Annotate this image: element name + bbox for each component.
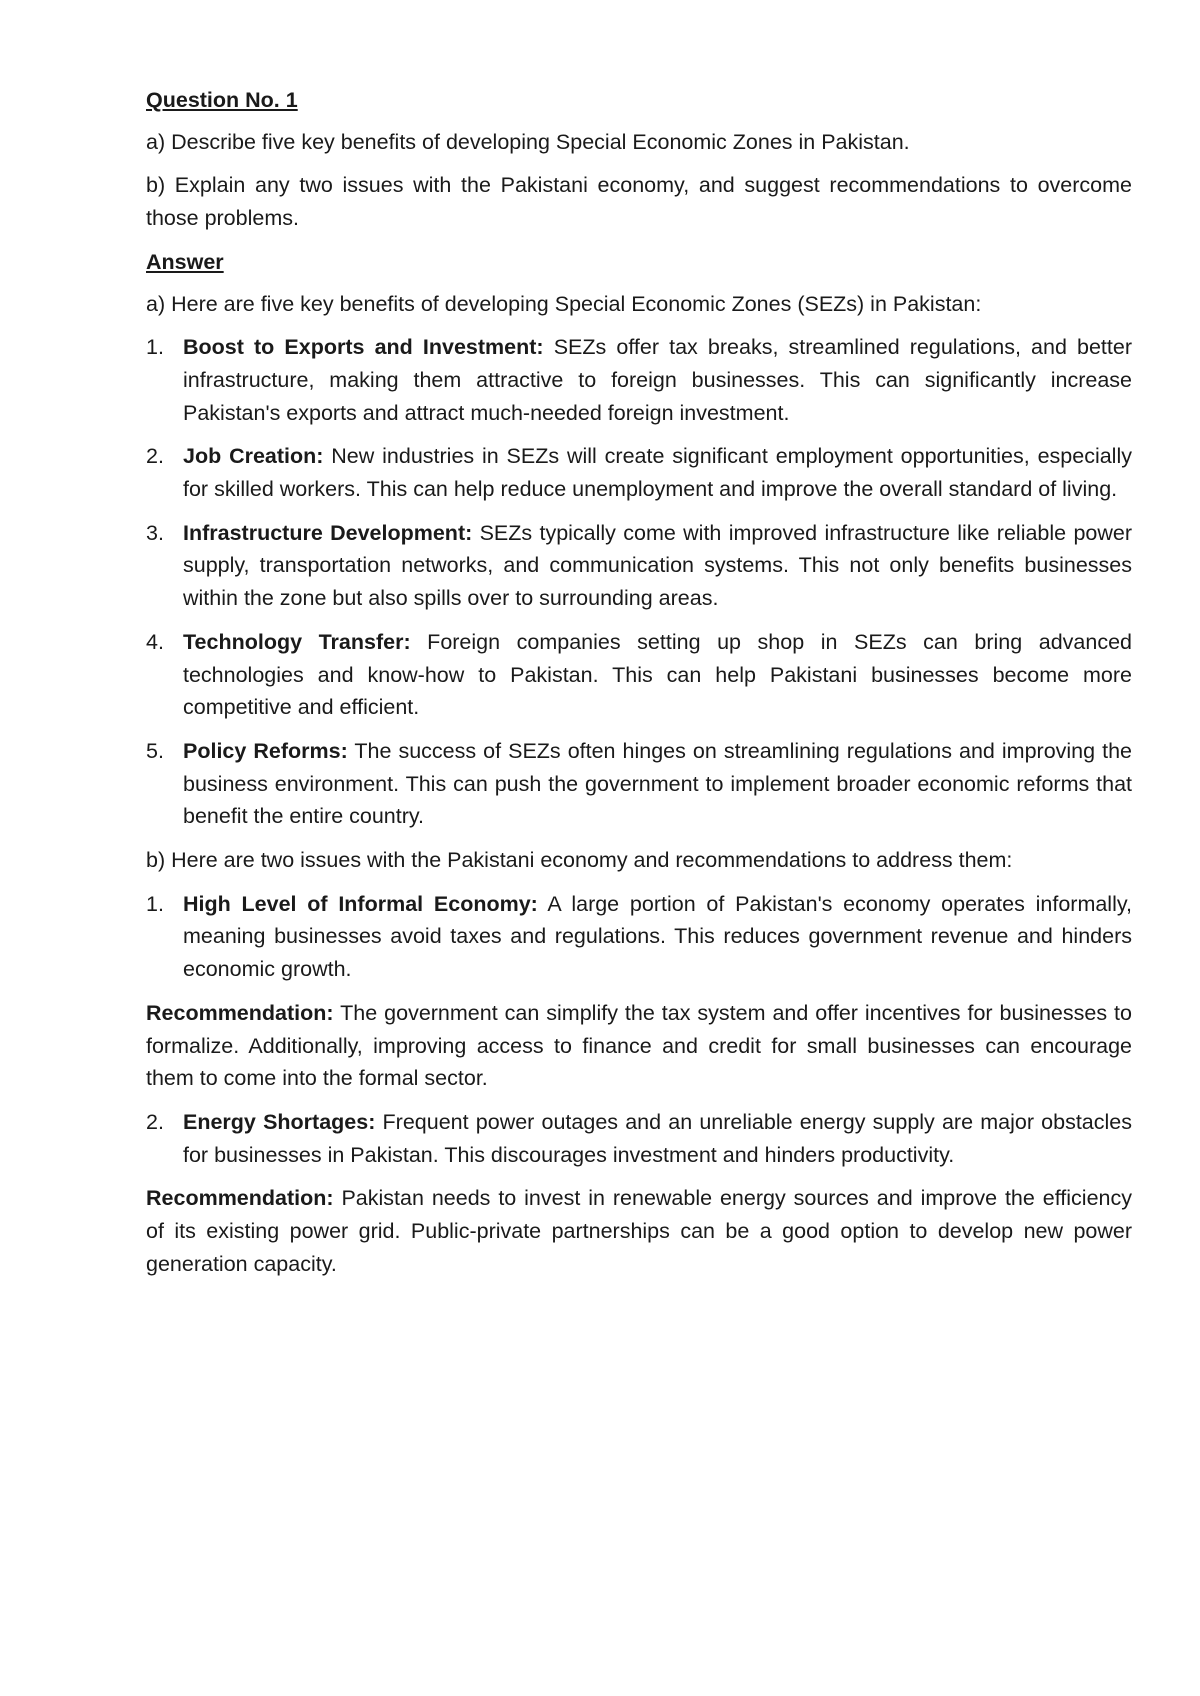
recommendation-paragraph xyxy=(146,997,1132,1095)
benefit-item xyxy=(146,626,1132,724)
benefit-title: Infrastructure Development: xyxy=(183,520,473,545)
benefit-body: The success of SEZs often hinges on streamlining regulations and improving the business environment. This can push the government to implement broader economic reforms that benefit the entire country. xyxy=(183,738,1133,829)
recommendation-label: Recommendation: xyxy=(146,1186,334,1211)
benefit-title: Policy Reforms: xyxy=(183,738,348,763)
recommendation-text: The government can simplify the tax system and offer incentives for businesses to formalize. Additionally, improving access to finance and credit for small businesses can encourage them to come into the formal sector. xyxy=(146,1000,1132,1091)
question-heading: Question No. 1 xyxy=(146,88,298,112)
recommendation-text: Pakistan needs to invest in renewable energy sources and improve the efficiency of its existing power grid. Public-private partnerships can be a good option to develop new power generation capacity. xyxy=(146,1186,1132,1276)
issue-item xyxy=(146,888,1132,986)
benefit-body: SEZs typically come with improved infrastructure like reliable power supply, transportation networks, and communication systems. This not only benefits businesses within the zone but also spills over to surrounding areas. xyxy=(183,520,1132,611)
issue-title: High Level of Informal Economy: xyxy=(183,891,538,916)
issue-body: Frequent power outages and an unreliable energy supply are major obstacles for businesses in Pakistan. This discourages investment and hinders productivity. xyxy=(183,1109,1132,1167)
benefit-item xyxy=(146,735,1132,833)
list-number: 2. xyxy=(146,444,164,469)
answer-heading: Answer xyxy=(146,249,224,274)
recommendation-label: Recommendation: xyxy=(146,1000,334,1025)
list-number: 2. xyxy=(146,1109,164,1134)
list-number: 4. xyxy=(146,629,164,654)
issue-text xyxy=(183,1106,1132,1171)
benefit-body: Foreign companies setting up shop in SEZs can bring advanced technologies and know-how to Pakistan. This can help Pakistani businesses become more competitive and efficient. xyxy=(183,629,1132,720)
benefit-title: Technology Transfer: xyxy=(183,629,411,654)
benefit-body: SEZs offer tax breaks, streamlined regulations, and better infrastructure, making them attractive to foreign businesses. This can significantly increase Pakistan's exports and attract much-needed foreign investment. xyxy=(183,335,1132,425)
benefit-text xyxy=(183,517,1132,615)
benefit-text xyxy=(183,626,1132,724)
benefit-item xyxy=(146,440,1132,505)
list-number: 5. xyxy=(146,738,164,763)
benefit-text xyxy=(183,440,1132,505)
benefit-item xyxy=(146,331,1132,429)
list-number: 1. xyxy=(146,891,164,916)
benefit-text xyxy=(183,735,1132,833)
question-part-b: b) Explain any two issues with the Pakistani economy, and suggest recommendations to overcome those problems. xyxy=(146,173,1132,231)
issue-item xyxy=(146,1106,1132,1171)
answer-intro-b: b) Here are two issues with the Pakistani economy and recommendations to address them: xyxy=(146,848,1013,873)
question-part-a: a) Describe five key benefits of developing Special Economic Zones in Pakistan. xyxy=(146,129,910,154)
issue-title: Energy Shortages: xyxy=(183,1109,376,1134)
list-number: 3. xyxy=(146,520,164,545)
benefit-title: Boost to Exports and Investment: xyxy=(183,335,544,360)
benefit-body: New industries in SEZs will create significant employment opportunities, especially for skilled workers. This can help reduce unemployment and improve the overall standard of living. xyxy=(183,444,1132,502)
recommendation-paragraph xyxy=(146,1182,1132,1280)
benefit-text xyxy=(183,331,1132,429)
benefit-title: Job Creation: xyxy=(183,444,324,469)
issue-body: A large portion of Pakistan's economy operates informally, meaning businesses avoid taxes and regulations. This reduces government revenue and hinders economic growth. xyxy=(183,891,1132,982)
benefit-item xyxy=(146,517,1132,615)
issue-text xyxy=(183,888,1132,986)
list-number: 1. xyxy=(146,335,164,360)
answer-intro-a: a) Here are five key benefits of developing Special Economic Zones (SEZs) in Pakistan: xyxy=(146,291,982,316)
document-page xyxy=(146,84,1132,1292)
